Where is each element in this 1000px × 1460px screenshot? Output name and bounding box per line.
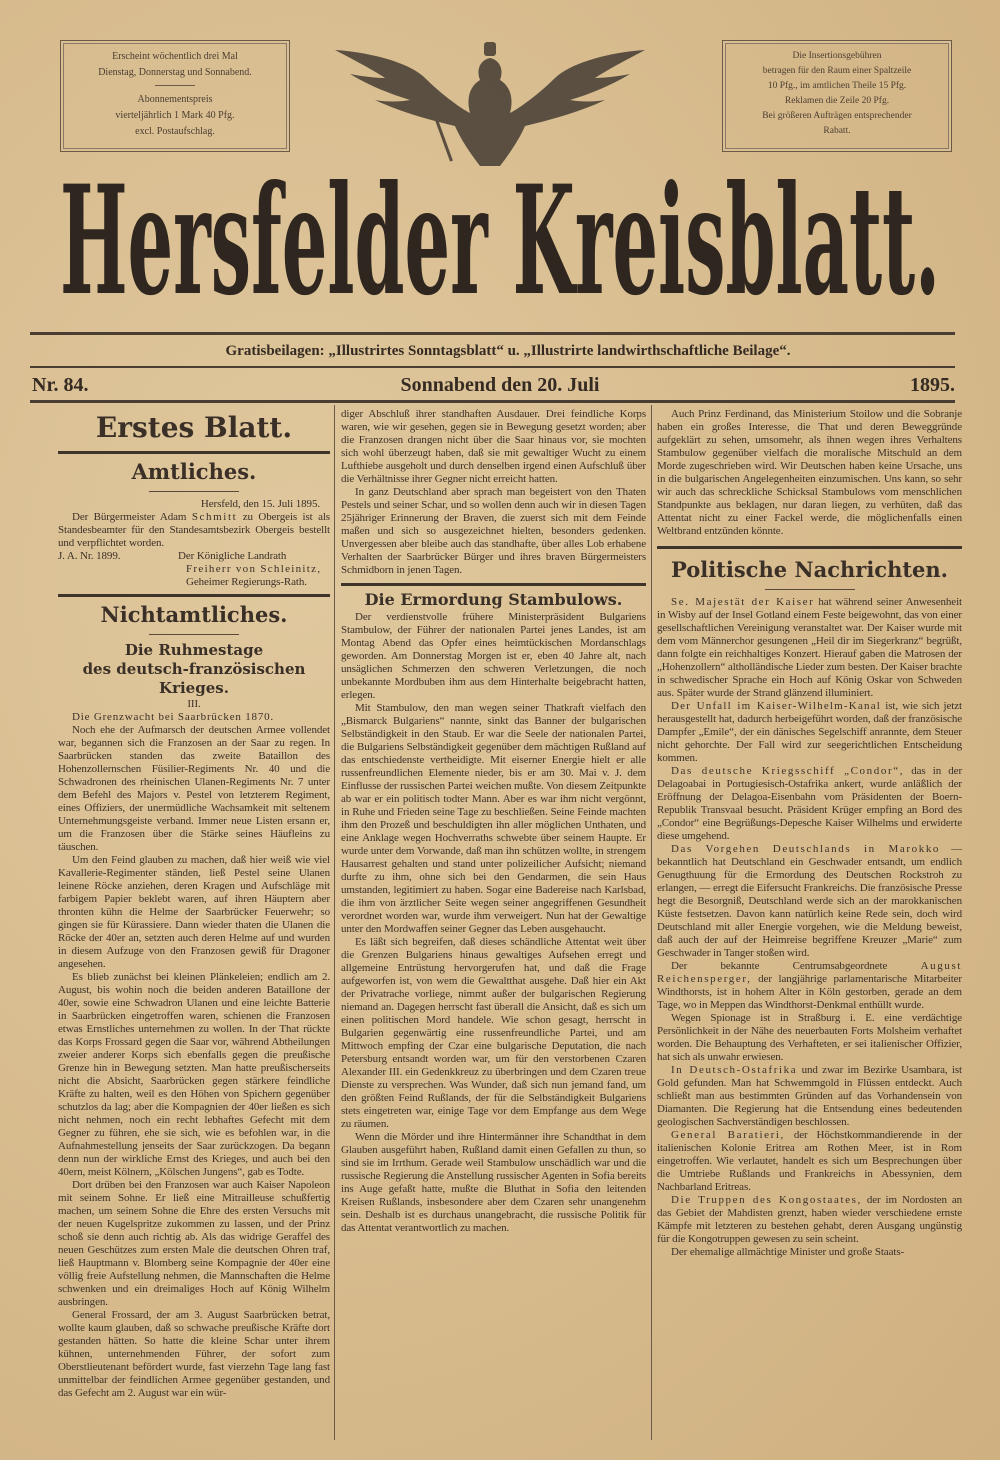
reference-number: J. A. Nr. 1899.	[58, 550, 121, 562]
paragraph: General Frossard, der am 3. August Saarbrücken betrat, wollte kaum glauben, daß so schwache preußische Kräfte dort gestanden hätten. So hatte die kleine Schar unter ihrem kühnen, unternehmenden Führer, der sofort zum Oberstlieutenant befördert wurde, fast vierzehn Tage lang fast unmittelbar der feindlichen Armee gegenüber gestanden, und das Gefecht am 2. August war ein wür-	[58, 1309, 330, 1399]
news-item: General Baratieri, der Höchstkommandierende in der italienischen Kolonie Eritrea am Rothen Meer, ist in Rom eingetroffen. Wie verlautet, handelt es sich um Besprechungen über die Umtriebe Rußlands und Frankreichs in Abessynien, dem Nachbarland Eritreas.	[657, 1129, 962, 1193]
info-line: betragen für den Raum einer Spaltzeile	[762, 66, 912, 76]
info-line: Abonnementspreis	[137, 94, 213, 105]
paragraph: Es läßt sich begreifen, daß dieses schändliche Attentat weit über die Grenzen Bulgariens hinaus gewaltiges Aufsehen erregt und allgemeine Entrüstung hervorgerufen hat, und daß die Frage aufgeworfen ist, von wem die Gewaltthat ausgehe. Daß hier ein Akt der Privatrache vorliege, nimmt außer der bulgarischen Regierung niemand an. Dagegen herrscht fast überall die Ansicht, daß es sich um einen politischen Mord handele. Wie schon gesagt, herrscht in Bulgarien gegenwärtig eine russenfreundliche Partei, und am Mittwoch empfing der Czar eine bulgarische Deputation, die nach Petersburg entsandt worden war, um für den verstorbenen Czaren Alexander III. ein Gedenkkreuz zu überbringen und dem Czaren treue Dienste zu versprechen. Was Wunder, daß sich nun jemand fand, um den größten Feind Rußlands, der für die Selbständigkeit Bulgariens stets eingetreten war, einige Tage vor dem Empfange aus dem Wege zu räumen.	[341, 936, 646, 1130]
info-line: Dienstag, Donnerstag und Sonnabend.	[98, 67, 252, 78]
supplements-line: Gratisbeilagen: „Illustrirtes Sonntagsblatt“ u. „Illustrirte landwirthschaftliche Beilage“.	[225, 343, 791, 359]
divider	[341, 583, 646, 586]
column-1	[58, 408, 330, 1400]
news-item: Das Vorgehen Deutschlands in Marokko — bekanntlich hat Deutschland ein Geschwader entsandt, um endlich Genugthuung für die Ermordung des Deutschen Rockstroh zu erlangen, — erregt die Eifersucht Frankreichs. Die französische Presse hegt die Besorgniß, Deutschland werde sich an der marokkanischen Küste festsetzen. Davon kann natürlich keine Rede sein, doch wird Deutschland mit aller Energie vorgehen, wie die Meldung beweist, daß auch der auf der Heimreise begriffene Kreuzer „Marie“ zum Geschwader in Tanger stoßen wird.	[657, 843, 962, 959]
info-line: vierteljährlich 1 Mark 40 Pfg.	[115, 110, 235, 121]
info-line: Erscheint wöchentlich drei Mal	[112, 51, 238, 62]
signature-line: Geheimer Regierungs-Rath.	[186, 576, 307, 588]
news-item: Die Truppen des Kongostaates, der im Nordosten an das Gebiet der Mahdisten grenzt, haben wieder verschiedene ernste Kämpfe mit letzteren zu bestehen gehabt, deren Ausgang ungünstig für die Kongotruppen gewesen zu sein scheint.	[657, 1194, 963, 1245]
info-line: 10 Pfg., im amtlichen Theile 15 Pfg.	[767, 81, 907, 91]
signature-block	[58, 550, 330, 563]
divider	[149, 491, 239, 492]
column-2	[341, 408, 646, 1235]
paragraph: diger Abschluß ihrer standhaften Ausdauer. Drei feindliche Korps waren, wie wir gesehen, gegen sie in Bewegung gesetzt worden; aber die Franzosen drangen nicht über die Saar hinaus vor, sie mochten sich wohl überzeugt haben, daß sie mit gewaltiger Wucht zu einem Lufthiebe ausgeholt und durch denselben irgend einen Aufschluß über die Verhältnisse ihrer Gegner nicht erreicht hatten.	[341, 408, 646, 485]
news-item: Der ehemalige allmächtige Minister und große Staats-	[671, 1246, 905, 1258]
signature-line: Der Königliche Landrath	[178, 550, 287, 562]
column-3	[657, 408, 962, 1259]
divider	[155, 85, 195, 86]
news-item: In Deutsch-Ostafrika und zwar im Bezirke Usambara, ist Gold gefunden. Man hat Schwemmgold in Flüssen entdeckt. Auch schließt man aus bestimmten Gründen auf das Vorhandensein von Diamanten. Die Regierung hat die Entsendung eines bedeutenden geologischen Sachverständigen beschlossen.	[657, 1064, 963, 1128]
paragraph: Der verdienstvolle frühere Ministerpräsident Bulgariens Stambulow, der Führer der nationalen Partei jenes Landes, ist am Montag Abend das Opfer eines heimtückischen Mordanschlags geworden. Am Donnerstag Morgen ist er, eben 40 Jahre alt, nach unsäglichen Schmerzen den schweren Verletzungen, die noch unbekannte Mordbuben ihm aus dem Hinterhalte beigebracht hatten, erlegen.	[341, 611, 646, 701]
divider	[30, 400, 955, 403]
dateline: Hersfeld, den 15. Juli 1895.	[200, 498, 320, 510]
divider	[30, 366, 955, 368]
paragraph: Dort drüben bei den Franzosen war auch Kaiser Napoleon mit seinem Sohne. Er ließ eine Mitrailleuse schußfertig machen, um seinem Sohne die Ehre des ersten Versuchs mit der neuen Kugelspritze zukommen zu lassen, und der Prinz schoß sie denn auch richtig ab. Als das widrige Geraffel des neuen Geschützes zum ersten Male die deutschen Ohren traf, ließ Hauptmann v. Blomberg seine Kompagnie der 40er eine völlig freie Aufstellung nehmen, die Mannschaften die Helme schwenken und ein dreimaliges Hoch auf König Wilhelm ausbringen.	[58, 1179, 330, 1308]
paragraph: In ganz Deutschland aber sprach man begeistert von den Thaten Pestels und seiner Schar, und so wollen denn auch wir in diesen Tagen 25jähriger Erinnerung der Braven, die zuerst sich mit dem Feinde maßen und sich so ausgezeichnet hielten, besonders gedenken. Unvergessen aber bleibe auch das standhafte, über alles Lob erhabene Verhalten der Saarbrücker Bürger und ihres braven Bürgermeisters Schmidborn in jenen Tagen.	[341, 486, 646, 576]
article-part: III.	[187, 698, 201, 710]
section-title: Erstes Blatt.	[95, 411, 293, 444]
article-title: Die Ruhmestage	[124, 641, 264, 659]
newspaper-title-text: Hersfelder Kreisblatt.	[60, 165, 940, 315]
issue-date: Sonnabend den 20. Juli	[400, 374, 600, 396]
nichtamtliches-heading: Nichtamtliches.	[100, 602, 288, 627]
news-item: Wegen Spionage ist in Straßburg i. E. eine verdächtige Persönlichkeit in der Nähe des neuerbauten Forts Molsheim verhaftet worden. Die Behauptung des Verhafteten, er sei italienischer Offizier, hat sich als unwahr erwiesen.	[657, 1012, 962, 1063]
section-heading: Politische Nachrichten.	[670, 557, 948, 582]
info-line: Reklamen die Zeile 20 Pfg.	[784, 96, 890, 106]
divider	[58, 451, 330, 454]
issue-number: Nr. 84.	[32, 374, 89, 396]
divider	[58, 594, 330, 597]
paragraph: Wenn die Mörder und ihre Hintermänner ihre Schandthat in dem Glauben ausgeführt haben, Rußland damit einen Gefallen zu thun, so sind sie im Irrthum. Gerade weil Stambulow unschädlich war und die russische Regierung die Anstellung russischer Agenten in Sofia bereits ins Auge gefaßt hatte, mußte die Bluthat in Sofia den leitenden Kreisen Rußlands, insbesondere aber dem Czaren sehr unangenehm sein. Deshalb ist es durchaus unangebracht, die russische Politik für das Attentat verantwortlich zu machen.	[341, 1131, 646, 1234]
news-item: Der Unfall im Kaiser-Wilhelm-Kanal ist, wie sich jetzt herausgestellt hat, dadurch herbeigeführt worden, daß der französische Dampfer „Emile“, der ein dänisches Segelschiff anrannte, dem Steuer nicht gehorchte. Der Fall wird zur seegerichtlichen Entscheidung kommen.	[657, 700, 962, 764]
article-subheading: Die Grenzwacht bei Saarbrücken 1870.	[72, 711, 274, 723]
paragraph: Mit Stambulow, den man wegen seiner Thatkraft vielfach den „Bismarck Bulgariens“ nannte, sinkt das Banner der bulgarischen Selbständigkeit in den Staub. Er war die Seele der nationalen Partei, die Bulgariens Selbständigkeit gegenüber dem mächtigen Rußland auf das entschiedenste vertheidigte. Mit eiserner Energie hielt er alle russenfreundlichen Elemente nieder, bis er am 30. Mai v. J. dem Einflusse der russischen Partei weichen mußte. Von diesem Zeitpunkte ab war er ein politisch todter Mann. Aber es war ihm nicht vergönnt, in Ruhe und Frieden seine Tage zu beschließen. Seine Feinde machten ihm den Prozeß und beschuldigten ihn aller möglichen Unthaten, und eine Anklage wegen Hochverraths schwebte über seinem Haupte. Er wurde unter dem Vorwande, daß man ihn schützen wollte, in strengem Hausarrest gehalten und stand unter polizeilicher Aufsicht; niemand durfte zu ihm, ohne sich bei den Gendarmen, die sein Haus umstanden, legitimiert zu haben. Sogar eine Badereise nach Karlsbad, die ihm von ärztlicher Seite wegen seiner angegriffenen Gesundheit verordnet worden war, wurde ihm verweigert. Nun hat der Gewaltige unter den Mordwaffen seiner Gegner das Leben ausgehaucht.	[341, 702, 646, 935]
column-divider	[334, 405, 335, 1440]
news-item: Der bekannte Centrumsabgeordnete August Reichensperger, der langjährige parlamentarische Mitarbeiter Windthorsts, ist in hohem Alter in Köln gestorben, gerade an dem Tage, wo in Meppen das Windthorst-Denkmal enthüllt wurde.	[657, 960, 962, 1011]
paragraph: Noch ehe der Aufmarsch der deutschen Armee vollendet war, begannen sich die Franzosen an der Saar zu regen. In Saarbrücken standen das zweite Bataillon des Hohenzollernschen Füsilier-Regiments Nr. 40 und die Schwadronen des rheinischen Ulanen-Regiments Nr. 7 unter dem Befehl des Majors v. Pestel von letzterem Regiment, eines Offiziers, der unermüdliche Wachsamkeit mit seltenem Unternehmungsgeiste verband. Immer neue Listen ersann er, um die Franzosen über die Stärke seines Häufleins zu täuschen.	[58, 724, 330, 853]
amtliches-heading: Amtliches.	[131, 459, 257, 484]
info-line: excl. Postaufschlag.	[135, 126, 215, 137]
newspaper-title	[55, 165, 945, 315]
paragraph: Auch Prinz Ferdinand, das Ministerium Stoilow und die Sobranje haben ein großes Interesse, die That und deren Beweggründe aufgeklärt zu sehen, umsomehr, als ihnen wegen ihres Verhaltens Stambulow gegenüber vielfach die moralische Mitschuld an dem Morde zugeschrieben wird. Wir Deutschen haben keine Ursache, uns in die bulgarischen Angelegenheiten einzumischen. Uns kann, so sehr wir auch das schreckliche Schicksal Stambulows vom menschlichen Standpunkte aus beklagen, nur daran liegen, zu verhüten, daß das Attentat nicht zu einer Fackel werde, die möglichenfalls einen Weltbrand entzünden könnte.	[657, 408, 962, 537]
article-heading: Die Ermordung Stambulows.	[364, 590, 623, 609]
divider	[149, 634, 239, 635]
issue-year: 1895.	[910, 374, 955, 396]
info-line: Die Insertionsgebühren	[792, 51, 882, 61]
news-item: Das deutsche Kriegsschiff „Condor“, das in der Delagoabai in Portugiesisch-Ostafrika ankert, wurde anläßlich der Eröffnung der Delagoa-Eisenbahn vom Präsidenten der Boern-Republik Transvaal besucht. Präsident Krüger empfing an Bord des „Condor“ eine Begrüßungs-Depesche Kaiser Wilhelms und erwiderte diese umgehend.	[657, 765, 963, 842]
signature-line: Freiherr von Schleinitz,	[186, 563, 322, 575]
divider	[657, 546, 962, 549]
news-item: Se. Majestät der Kaiser hat während seiner Anwesenheit in Wisby auf der Insel Gotland einem Feste beigewohnt, das von einer gesellschaftlichen Vereinigung veranstaltet war. Der Kaiser wurde mit dem vom Männerchor gesungenen „Heil dir im Siegerkranz“ begrüßt, dann folgte ein reichhaltiges Konzert. Hierauf gaben die Matrosen der „Hohenzollern“ altholländische Lieder zum besten. Der Kaiser brachte in schwedischer Sprache ein Hoch auf König Oskar von Schweden aus. Später wurde der Strand glänzend illuminiert.	[657, 596, 963, 699]
info-line: Bei größeren Aufträgen entsprechender	[762, 111, 912, 121]
paragraph: Es blieb zunächst bei kleinen Plänkeleien; endlich am 2. August, bis wohin noch die beiden anderen Bataillone der 40er, sowie eine Schwadron Ulanen und eine leichte Batterie in Saarbrücken eingetroffen waren, schienen die Franzosen etwas Ernstliches unternehmen zu wollen. In der That rückte das Korps Frossard gegen die Saar vor, während Abtheilungen zweier anderer Korps sich ebenfalls gegen die preußische Grenze hin in Bewegung setzten. Man hatte preußischerseits nicht die Absicht, Saarbrücken gegen stärkere feindliche Kräfte zu halten, weil es den Höhen von Spichern gegenüber schutzlos da lag; aber die Kompagnien der 40er ließen es sich nicht nehmen, noch ein recht lebhaftes Gefecht mit dem Gegner zu führen, ehe sie sich, wie es befohlen war, in die Aufnahmestellung jenseits der Saar zurückzogen. Da begann denn nun der wirkliche Ernst des Krieges, und auch bei den 40ern, meist Kölnern, „Kölschen Jungens“, gab es Todte.	[58, 971, 330, 1178]
divider	[30, 332, 955, 335]
article-title: des deutsch-französischen Krieges.	[82, 660, 306, 697]
eagle-emblem-icon	[330, 38, 650, 168]
divider	[765, 589, 855, 590]
advertising-rates-box	[722, 40, 952, 152]
official-notice: Der Bürgermeister Adam Schmitt zu Obergeis ist als Standesbeamter für den Standesamtsbezirk Obergeis bestellt und verpflichtet worden.	[58, 511, 330, 549]
paragraph: Um den Feind glauben zu machen, daß hier weiß wie viel Kavallerie-Regimenter ständen, ließ Pestel seine Ulanen leinene Röcke anziehen, deren Kragen und Aufschläge mit farbigem Papier beklebt waren, auf ihren Häuptern aber thronten kühn die Helme der Saarbrücker Feuerwehr; so gingen sie für Kürassiere. Dann wieder thaten die Ulanen die Röcke der 40er an, setzten auch deren Helme auf und wurden in diesem Aufzuge von den Franzosen gewiß für Dragoner angesehen.	[58, 854, 330, 970]
subscription-info-box	[60, 40, 290, 152]
column-divider	[651, 405, 652, 1440]
info-line: Rabatt.	[823, 126, 851, 136]
